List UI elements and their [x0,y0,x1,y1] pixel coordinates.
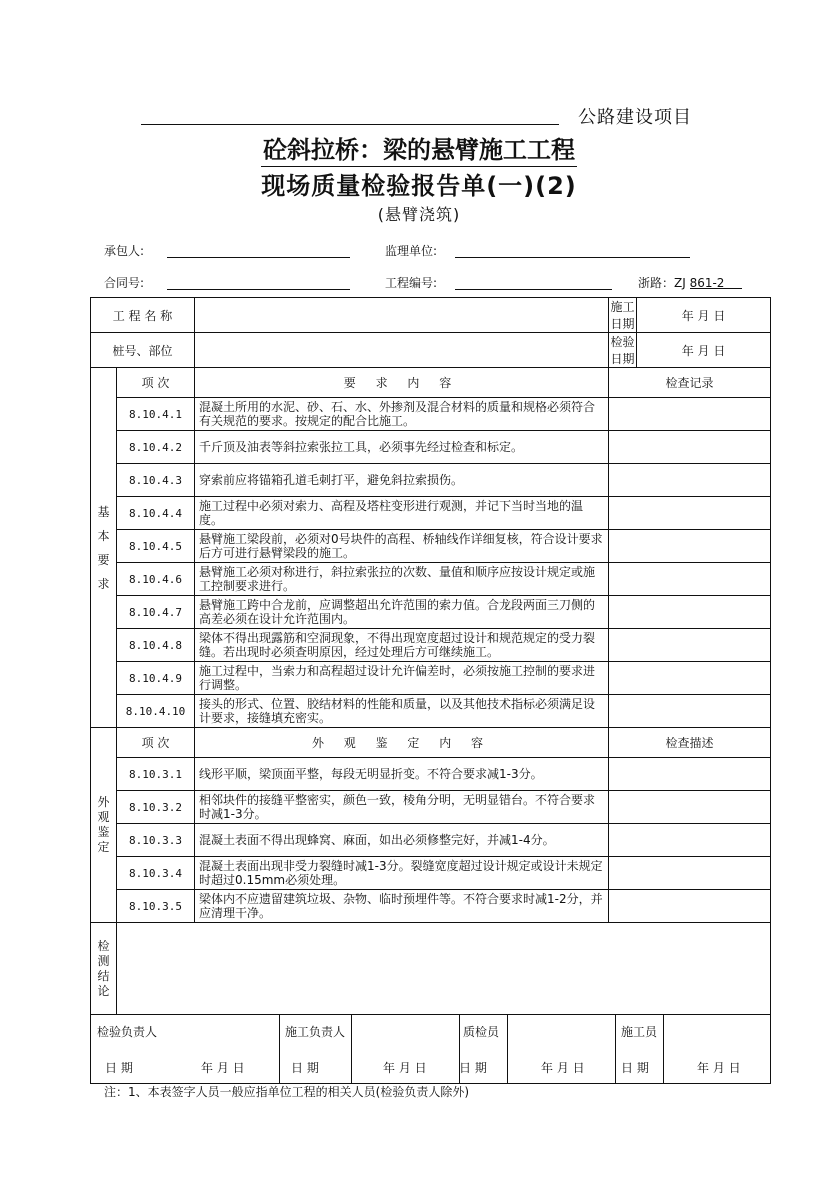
check-record-cell[interactable] [609,530,771,563]
supervisor-field[interactable] [455,243,690,258]
footer-note: 注：1、本表签字人员一般应指单位工程的相关人员(检验负责人除外) [104,1085,470,1099]
check-record-cell[interactable] [609,563,771,596]
check-record-cell[interactable] [609,662,771,695]
check-description-cell[interactable] [609,758,771,791]
check-description-cell[interactable] [609,824,771,857]
conclusion-row [91,923,771,1015]
item-number: 8.10.4.4 [117,497,195,530]
signature-row [91,1015,771,1084]
requirement-text: 千斤顶及油表等斜拉索张拉工具，必须事先经过检查和标定。 [195,431,609,464]
basic-col-item: 项 次 [117,368,195,398]
requirement-text: 施工过程中必须对索力、高程及塔柱变形进行观测，并记下当时当地的温度。 [195,497,609,530]
basic-col-content: 要 求 内 容 [195,368,609,398]
item-number: 8.10.4.2 [117,431,195,464]
check-description-cell[interactable] [609,890,771,923]
check-record-cell[interactable] [609,464,771,497]
table-row [91,662,771,695]
inspection-lead-label: 检验负责人 [97,1025,158,1039]
signature-block [91,1015,771,1084]
table-row [91,563,771,596]
project-name-label: 工 程 名 称 [91,298,195,333]
item-number: 8.10.4.7 [117,596,195,629]
quality-inspector-label: 质检员 [463,1025,500,1039]
requirement-text: 施工过程中，当索力和高程超过设计允许偏差时，必须按施工控制的要求进行调整。 [195,662,609,695]
item-number: 8.10.3.3 [117,824,195,857]
inspection-table [90,297,771,1084]
sign-date-value[interactable]: 年 月 日 [383,1061,427,1075]
table-row [91,824,771,857]
sign-date-value[interactable]: 年 月 日 [541,1061,585,1075]
inspection-date-label: 检验日期 [609,333,637,368]
basic-col-record: 检查记录 [609,368,771,398]
appearance-text: 混凝土表面出现非受力裂缝时减1-3分。裂缝宽度超过设计规定或设计未规定时超过0.15mm必须处理。 [195,857,609,890]
item-number: 8.10.4.6 [117,563,195,596]
table-row [91,497,771,530]
project-no-label: 工程编号: [385,276,438,290]
requirement-text: 悬臂施工梁段前，必须对0号块件的高程、桥轴线作详细复核，符合设计要求后方可进行悬臂梁段的施工。 [195,530,609,563]
form-code: 浙路：ZJ 861-2 [638,276,725,290]
conclusion-label: 检测结论 [91,923,117,1015]
sign-date-label: 日 期 [459,1061,487,1075]
table-row [91,890,771,923]
item-number: 8.10.4.8 [117,629,195,662]
item-number: 8.10.3.5 [117,890,195,923]
appearance-col-record: 检查描述 [609,728,771,758]
subtitle: (悬臂浇筑) [377,205,461,224]
appearance-col-content: 外 观 鉴 定 内 容 [195,728,609,758]
requirement-text: 穿索前应将锚箱孔道毛刺打平，避免斜拉索损伤。 [195,464,609,497]
requirement-text: 接头的形式、位置、胶结材料的性能和质量，以及其他技术指标必须满足设计要求，接缝填充密实。 [195,695,609,728]
supervisor-label: 监理单位: [385,244,438,258]
check-record-cell[interactable] [609,629,771,662]
station-cell[interactable] [195,333,609,368]
appearance-text: 相邻块件的接缝平整密实，颜色一致，棱角分明，无明显错台。不符合要求时减1-3分。 [195,791,609,824]
title-line-2: 现场质量检验报告单(一)(2) [261,172,577,200]
title-line-1: 砼斜拉桥：梁的悬臂施工工程 [261,130,577,167]
table-row [91,464,771,497]
construction-date-label: 施工日期 [609,298,637,333]
table-row [91,695,771,728]
table-row [91,857,771,890]
contract-no-field[interactable] [167,275,350,290]
requirement-text: 悬臂施工必须对称进行，斜拉索张拉的次数、量值和顺序应按设计规定或施工控制要求进行。 [195,563,609,596]
sign-date-value[interactable]: 年 月 日 [697,1061,741,1075]
constructor-label: 施工员 [621,1025,658,1039]
sign-date-value[interactable]: 年 月 日 [201,1061,245,1075]
item-number: 8.10.4.10 [117,695,195,728]
table-row [91,758,771,791]
item-number: 8.10.4.9 [117,662,195,695]
table-row [91,398,771,431]
basic-section-label: 基本要求 [91,368,117,728]
form-code-underline [690,288,742,289]
item-number: 8.10.4.5 [117,530,195,563]
appearance-text: 线形平顺，梁顶面平整，每段无明显折变。不符合要求减1-3分。 [195,758,609,791]
item-number: 8.10.4.3 [117,464,195,497]
inspection-date-value[interactable]: 年 月 日 [637,333,771,368]
project-name-cell[interactable] [195,298,609,333]
basic-header-row [91,368,771,398]
requirement-text: 梁体不得出现露筋和空洞现象，不得出现宽度超过设计和规范规定的受力裂缝。若出现时必须查明原因，经过处理后方可继续施工。 [195,629,609,662]
project-suffix: 公路建设项目 [578,107,692,128]
contract-no-label: 合同号: [104,276,145,290]
table-row [91,791,771,824]
item-number: 8.10.3.1 [117,758,195,791]
contractor-field[interactable] [167,243,350,258]
check-description-cell[interactable] [609,857,771,890]
table-row [91,530,771,563]
contractor-label: 承包人: [104,244,145,258]
sign-date-label: 日 期 [291,1061,319,1075]
requirement-text: 混凝土所用的水泥、砂、石、水、外掺剂及混合材料的质量和规格必须符合有关规范的要求。按规定的配合比施工。 [195,398,609,431]
requirement-text: 悬臂施工跨中合龙前，应调整超出允许范围的索力值。合龙段两面三刀侧的高差必须在设计允许范围内。 [195,596,609,629]
page-title [0,130,838,167]
appearance-text: 梁体内不应遗留建筑垃圾、杂物、临时预埋件等。不符合要求时减1-2分，并应清理干净。 [195,890,609,923]
table-row [91,431,771,464]
appearance-header-row [91,728,771,758]
table-row [91,629,771,662]
check-record-cell[interactable] [609,431,771,464]
construction-date-value[interactable]: 年 月 日 [637,298,771,333]
project-no-field[interactable] [455,275,612,290]
item-number: 8.10.4.1 [117,398,195,431]
appearance-section-label: 外观鉴定 [91,728,117,923]
check-description-cell[interactable] [609,791,771,824]
sign-date-label: 日 期 [621,1061,649,1075]
check-record-cell[interactable] [609,398,771,431]
project-name-line [141,124,559,125]
sign-date-label: 日 期 [105,1061,133,1075]
appearance-text: 混凝土表面不得出现蜂窝、麻面，如出必须修整完好，并减1-4分。 [195,824,609,857]
check-record-cell[interactable] [609,596,771,629]
check-record-cell[interactable] [609,497,771,530]
check-record-cell[interactable] [609,695,771,728]
construction-lead-label: 施工负责人 [285,1025,346,1039]
item-number: 8.10.3.2 [117,791,195,824]
conclusion-cell[interactable] [117,923,771,1015]
item-number: 8.10.3.4 [117,857,195,890]
info-row-project [91,298,771,333]
station-label: 桩号、部位 [91,333,195,368]
info-row-station [91,333,771,368]
appearance-col-item: 项 次 [117,728,195,758]
table-row [91,596,771,629]
